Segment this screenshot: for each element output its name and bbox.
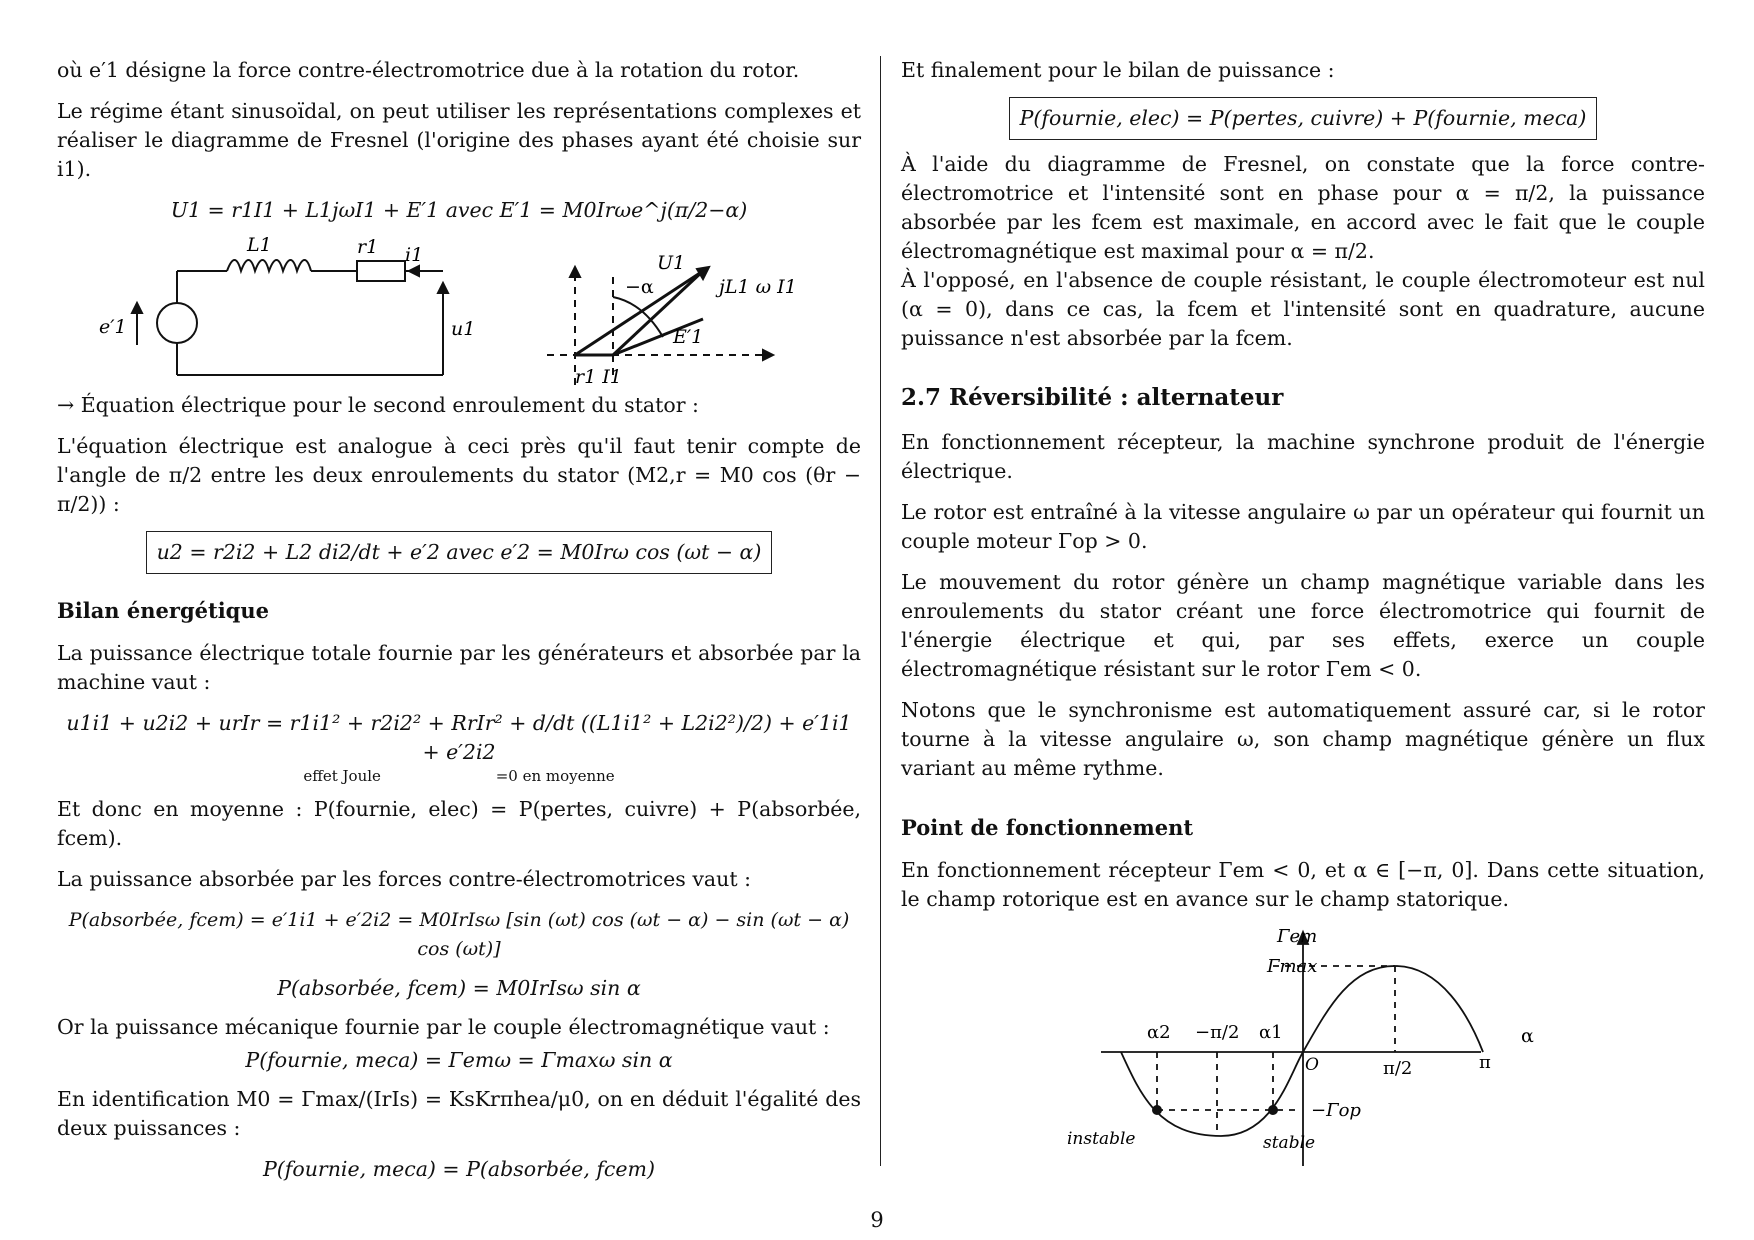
stable-label: stable: [1263, 1133, 1316, 1153]
circuit-diagram: [132, 260, 448, 375]
minus-pi2-label: −π/2: [1195, 1022, 1240, 1043]
stable-point: [1268, 1105, 1278, 1115]
circuit-label-u: u1: [451, 318, 476, 340]
equation: P(fournie, meca) = P(absorbée, fcem): [263, 1157, 655, 1181]
annotation: =0 en moyenne: [495, 767, 615, 785]
circuit-label-e: e′1: [99, 316, 127, 338]
paragraph: Et finalement pour le bilan de puissance :: [901, 58, 1335, 82]
heading-point: Point de fonctionnement: [901, 815, 1194, 840]
left-column: [57, 56, 861, 1194]
x-axis-label: α: [1521, 1025, 1534, 1047]
equation: P(fournie, elec) = P(pertes, cuivre) + P(fournie, meca): [1009, 97, 1598, 140]
heading-bilan: Bilan énergétique: [57, 598, 269, 623]
annotation: effet Joule: [303, 767, 381, 785]
sine-curve: [1121, 966, 1483, 1136]
y-axis-label: Γem: [1277, 926, 1318, 947]
circuit-label-L: L1: [247, 235, 272, 256]
fresnel-label-jL: jL1 ω I1: [719, 276, 797, 298]
pi2-label: π/2: [1383, 1058, 1413, 1079]
right-column: [901, 56, 1705, 1176]
origin-label: O: [1305, 1055, 1319, 1075]
paragraph: À l'aide du diagramme de Fresnel, on constate que la force contre-électromotrice et l'intensité sont en phase pour α = π/2, la puissance absorbée par les fcem est maximale, en accord avec le fait que le couple électromagnétique est maximal pour α = π/2.: [901, 152, 1705, 263]
boxed-equation: [57, 531, 861, 574]
alpha1-label: α1: [1259, 1022, 1283, 1043]
paragraph: À l'opposé, en l'absence de couple résistant, le couple électromoteur est nul (α = 0), dans ce cas, la fcem et l'intensité sont en quadrature, aucune puissance n'est absorbée par la fcem.: [901, 268, 1705, 350]
paragraph: où e′1 désigne la force contre-électromotrice due à la rotation du rotor.: [57, 58, 800, 82]
gop-label: −Γop: [1311, 1100, 1361, 1121]
paragraph: Le mouvement du rotor génère un champ magnétique variable dans les enroulements du stator créant une force électromotrice qui fournit de l'énergie électrique et qui, par ses effets, exerce un couple électromagnétique résistant sur le rotor Γem < 0.: [901, 570, 1705, 681]
equation: u2 = r2i2 + L2 di2/dt + e′2 avec e′2 = M0Irω cos (ωt − α): [146, 531, 773, 574]
fresnel-label-alpha: −α: [625, 276, 654, 298]
paragraph: En fonctionnement récepteur, la machine synchrone produit de l'énergie électrique.: [901, 430, 1705, 483]
instable-label: instable: [1067, 1129, 1136, 1149]
fresnel-label-E: E′1: [673, 326, 704, 348]
section-heading: 2.7 Réversibilité : alternateur: [901, 384, 1284, 411]
paragraph: Or la puissance mécanique fournie par le couple électromagnétique vaut :: [57, 1015, 830, 1039]
paragraph: En fonctionnement récepteur Γem < 0, et α ∈ [−π, 0]. Dans cette situation, le champ rotorique est en avance sur le champ statorique.: [901, 858, 1705, 911]
paragraph: La puissance électrique totale fournie par les générateurs et absorbée par la machine vaut :: [57, 641, 861, 694]
equation: P(fournie, meca) = Γemω = Γmaxω sin α: [245, 1048, 673, 1072]
gmax-label: Γmax: [1267, 956, 1318, 977]
column-divider: [880, 56, 881, 1166]
page-number: 9: [870, 1208, 884, 1232]
equation: P(absorbée, fcem) = e′1i1 + e′2i2 = M0IrIsω [sin (ωt) cos (ωt − α) − sin (ωt − α) cos (ωt)]: [68, 909, 850, 960]
unstable-point: [1152, 1105, 1162, 1115]
boxed-equation: [901, 97, 1705, 140]
equation: U1 = r1I1 + L1jωI1 + E′1 avec E′1 = M0Irωe^j(π/2−α): [170, 198, 748, 222]
paragraph: Notons que le synchronisme est automatiquement assuré car, si le rotor tourne à la vitesse angulaire ω, son champ magnétique génère un flux variant au même rythme.: [901, 698, 1705, 780]
subheading: → Équation électrique pour le second enroulement du stator :: [57, 393, 699, 417]
circuit-label-i: i1: [405, 244, 424, 266]
paragraph: Le régime étant sinusoïdal, on peut utiliser les représentations complexes et réaliser le diagramme de Fresnel (l'origine des phases ayant été choisie sur i1).: [57, 99, 861, 181]
paragraph: La puissance absorbée par les forces contre-électromotrices vaut :: [57, 867, 751, 891]
pi-label: π: [1479, 1052, 1491, 1073]
circuit-label-r: r1: [357, 236, 379, 258]
alpha2-label: α2: [1147, 1022, 1171, 1043]
paragraph: Et donc en moyenne : P(fournie, elec) = P(pertes, cuivre) + P(absorbée, fcem).: [57, 797, 861, 850]
equation-annotations: [57, 767, 861, 785]
torque-curve-graph: [901, 926, 1705, 1176]
fresnel-label-U: U1: [657, 252, 686, 274]
equation: P(absorbée, fcem) = M0IrIsω sin α: [277, 976, 641, 1000]
paragraph: En identification M0 = Γmax/(IrIs) = KsKrπhea/μ0, on en déduit l'égalité des deux puissances :: [57, 1087, 861, 1140]
paragraph: Le rotor est entraîné à la vitesse angulaire ω par un opérateur qui fournit un couple moteur Γop > 0.: [901, 500, 1705, 553]
paragraph: L'équation électrique est analogue à ceci près qu'il faut tenir compte de l'angle de π/2 entre les deux enroulements du stator (M2,r = M0 cos (θr − π/2)) :: [57, 434, 861, 516]
circuit-and-fresnel-figure: [57, 235, 861, 385]
fresnel-label-rI: r1 I1: [575, 366, 622, 385]
equation: u1i1 + u2i2 + urIr = r1i1² + r2i2² + RrIr² + d/dt ((L1i1² + L2i2²)/2) + e′1i1 + e′2i2: [66, 711, 852, 764]
